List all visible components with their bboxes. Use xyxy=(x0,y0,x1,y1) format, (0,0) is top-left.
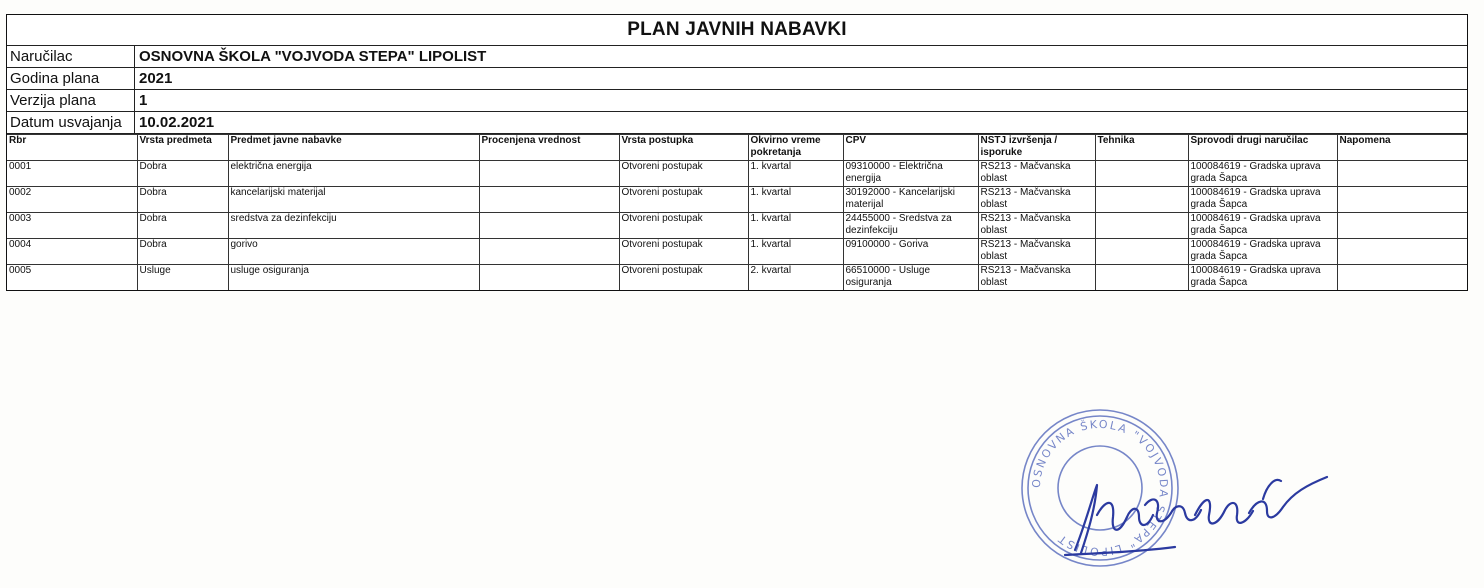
column-header: Vrsta predmeta xyxy=(137,135,228,161)
meta-row xyxy=(7,68,1467,90)
cell-napomena xyxy=(1337,187,1467,213)
meta-value: 10.02.2021 xyxy=(139,114,215,131)
cell-postupak: Otvoreni postupak xyxy=(619,161,748,187)
cell-vreme: 2. kvartal xyxy=(748,265,843,291)
cell-napomena xyxy=(1337,161,1467,187)
cell-cpv: 30192000 - Kancelarijski materijal xyxy=(843,187,978,213)
cell-nstj: RS213 - Mačvanska oblast xyxy=(978,213,1095,239)
cell-napomena xyxy=(1337,213,1467,239)
cell-vrednost xyxy=(479,213,619,239)
table-row xyxy=(7,239,1467,265)
cell-vrednost xyxy=(479,265,619,291)
cell-predmet: kancelarijski materijal xyxy=(228,187,479,213)
cell-vreme: 1. kvartal xyxy=(748,213,843,239)
cell-tehnika xyxy=(1095,161,1188,187)
table-row xyxy=(7,187,1467,213)
cell-rbr: 0004 xyxy=(7,239,137,265)
cell-cpv: 24455000 - Sredstva za dezinfekciju xyxy=(843,213,978,239)
column-header: Napomena xyxy=(1337,135,1467,161)
meta-row xyxy=(7,46,1467,68)
cell-cpv: 66510000 - Usluge osiguranja xyxy=(843,265,978,291)
cell-vrsta: Dobra xyxy=(137,239,228,265)
column-header: Tehnika xyxy=(1095,135,1188,161)
cell-vrsta: Dobra xyxy=(137,213,228,239)
cell-rbr: 0005 xyxy=(7,265,137,291)
meta-label: Verzija plana xyxy=(7,90,135,111)
meta-value: OSNOVNA ŠKOLA "VOJVODA STEPA" LIPOLIST xyxy=(139,48,487,65)
meta-value: 1 xyxy=(139,92,148,109)
cell-vrednost xyxy=(479,239,619,265)
cell-vrednost xyxy=(479,161,619,187)
meta-label: Naručilac xyxy=(7,46,135,67)
page-title: PLAN JAVNIH NABAVKI xyxy=(7,15,1467,46)
cell-tehnika xyxy=(1095,265,1188,291)
table-header-row xyxy=(7,135,1467,161)
meta-row xyxy=(7,112,1467,134)
cell-tehnika xyxy=(1095,213,1188,239)
column-header: Okvirno vreme pokretanja xyxy=(748,135,843,161)
cell-predmet: gorivo xyxy=(228,239,479,265)
meta-section xyxy=(7,46,1467,134)
cell-napomena xyxy=(1337,239,1467,265)
stamp-ring-text: OSNOVNA ŠKOLA "VOJVODA STEPA" LIPOLIST xyxy=(1029,417,1171,559)
cell-vrsta: Dobra xyxy=(137,161,228,187)
meta-row xyxy=(7,90,1467,112)
cell-nstj: RS213 - Mačvanska oblast xyxy=(978,187,1095,213)
cell-predmet: sredstva za dezinfekciju xyxy=(228,213,479,239)
cell-tehnika xyxy=(1095,187,1188,213)
cell-vreme: 1. kvartal xyxy=(748,239,843,265)
cell-sprovodi: 100084619 - Gradska uprava grada Šapca xyxy=(1188,239,1337,265)
cell-sprovodi: 100084619 - Gradska uprava grada Šapca xyxy=(1188,187,1337,213)
cell-rbr: 0002 xyxy=(7,187,137,213)
cell-vrednost xyxy=(479,187,619,213)
cell-predmet: usluge osiguranja xyxy=(228,265,479,291)
cell-postupak: Otvoreni postupak xyxy=(619,187,748,213)
cell-nstj: RS213 - Mačvanska oblast xyxy=(978,161,1095,187)
column-header: CPV xyxy=(843,135,978,161)
cell-rbr: 0003 xyxy=(7,213,137,239)
cell-nstj: RS213 - Mačvanska oblast xyxy=(978,239,1095,265)
column-header: Predmet javne nabavke xyxy=(228,135,479,161)
table-row xyxy=(7,161,1467,187)
signature xyxy=(1035,455,1335,565)
cell-vreme: 1. kvartal xyxy=(748,161,843,187)
table-row xyxy=(7,213,1467,239)
cell-postupak: Otvoreni postupak xyxy=(619,239,748,265)
cell-vreme: 1. kvartal xyxy=(748,187,843,213)
column-header: Vrsta postupka xyxy=(619,135,748,161)
procurement-plan-sheet xyxy=(6,14,1468,291)
cell-predmet: električna energija xyxy=(228,161,479,187)
cell-vrsta: Dobra xyxy=(137,187,228,213)
cell-rbr: 0001 xyxy=(7,161,137,187)
cell-cpv: 09310000 - Električna energija xyxy=(843,161,978,187)
column-header: Sprovodi drugi naručilac xyxy=(1188,135,1337,161)
meta-label: Datum usvajanja xyxy=(7,112,135,133)
cell-sprovodi: 100084619 - Gradska uprava grada Šapca xyxy=(1188,265,1337,291)
cell-vrsta: Usluge xyxy=(137,265,228,291)
cell-napomena xyxy=(1337,265,1467,291)
column-header: Rbr xyxy=(7,135,137,161)
meta-value: 2021 xyxy=(139,70,173,87)
cell-cpv: 09100000 - Goriva xyxy=(843,239,978,265)
cell-tehnika xyxy=(1095,239,1188,265)
cell-nstj: RS213 - Mačvanska oblast xyxy=(978,265,1095,291)
column-header: NSTJ izvršenja / isporuke xyxy=(978,135,1095,161)
column-header: Procenjena vrednost xyxy=(479,135,619,161)
meta-label: Godina plana xyxy=(7,68,135,89)
cell-postupak: Otvoreni postupak xyxy=(619,265,748,291)
procurement-table xyxy=(7,134,1467,290)
cell-sprovodi: 100084619 - Gradska uprava grada Šapca xyxy=(1188,161,1337,187)
table-row xyxy=(7,265,1467,291)
cell-postupak: Otvoreni postupak xyxy=(619,213,748,239)
cell-sprovodi: 100084619 - Gradska uprava grada Šapca xyxy=(1188,213,1337,239)
